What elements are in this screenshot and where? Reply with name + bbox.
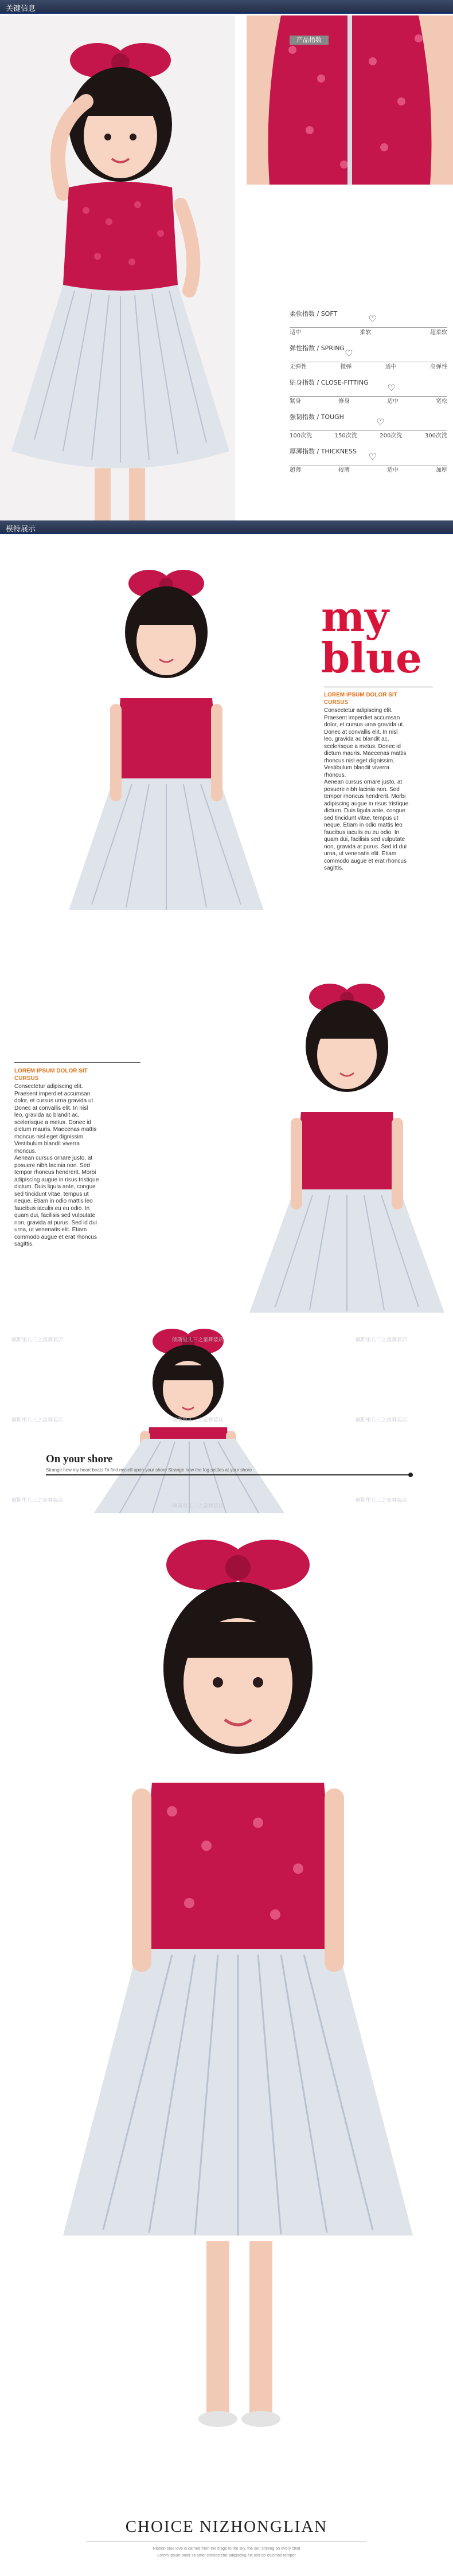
spec-options (290, 328, 447, 338)
feature1-body (324, 707, 450, 872)
body-line: Consectetur adipiscing elit. (14, 1083, 83, 1090)
body-line: sagittis. (14, 1241, 34, 1247)
spec-option: 柔软 (360, 330, 372, 336)
feature2-heading (14, 1067, 88, 1082)
watermark: 倾斯里儿三之童舞装店 (11, 1498, 64, 1504)
watermark: 倾斯里儿三之童舞装店 (356, 1337, 408, 1343)
watermark: 倾斯里儿三之童舞装店 (11, 1418, 64, 1423)
spec-title: 弹性指数 / SPRING (290, 344, 345, 352)
spec-option: 无弹性 (290, 364, 307, 370)
watermark: 倾斯里儿三之童舞装店 (356, 1418, 408, 1423)
body-line: scelerisque a metus. Donec id (14, 1119, 91, 1126)
model-photo-5 (0, 1513, 453, 2499)
shore-subtitle: Strange how my heart beats To find myself upon your shore Strange how the fog settles at your shore (46, 1467, 252, 1473)
spec-row-soft (290, 310, 447, 338)
body-line: sed tincidunt vitae, tempus ut (14, 1191, 89, 1197)
heading-line: CURSUS (324, 699, 349, 706)
body-line: non, gravida at purus. Sed id dui (14, 1219, 97, 1226)
dress-back-closeup (247, 15, 453, 185)
body-line: posuere nibh lacinia non. Sed (324, 786, 400, 793)
body-line: rhoncus. (14, 1148, 37, 1154)
body-line: Aenean cursus ornare justo, at (324, 779, 403, 785)
heart-marker-icon: ♡ (368, 315, 377, 324)
heart-marker-icon: ♡ (387, 383, 396, 393)
body-line: rhoncus. (324, 772, 346, 778)
spec-option: 适中 (290, 330, 301, 336)
spec-option: 150次洗 (334, 433, 357, 439)
body-line: tempor rhoncus hendrerit. Morbi (14, 1169, 96, 1176)
spec-option: 较薄 (338, 467, 350, 473)
body-line: adipiscing augue in risus tristique (324, 800, 409, 807)
girl-in-sequin-dress-illustration (0, 1513, 453, 2499)
body-line: leo, gravida ac blandit ac, (324, 736, 389, 742)
section-header-model-show (0, 520, 453, 534)
body-line: commodo augue et erat rhoncus (14, 1234, 97, 1240)
body-line: urna, ut venenatis elit. Etiam (14, 1227, 87, 1233)
divider (14, 1062, 140, 1063)
spec-bar (290, 349, 447, 362)
spec-option: 200次洗 (380, 433, 403, 439)
spec-title: 强韧指数 / TOUGH (290, 413, 344, 421)
girl-in-sequin-dress-illustration (155, 963, 453, 1318)
watermark: 倾斯里儿三之童舞装店 (172, 1337, 224, 1343)
watermark: 倾斯里儿三之童舞装店 (172, 1504, 224, 1509)
spec-option: 微弹 (340, 364, 352, 370)
watermark: 倾斯里儿三之童舞装店 (11, 1337, 64, 1343)
spec-option: 修身 (338, 398, 350, 405)
dress-back-illustration (247, 15, 453, 185)
spec-options (290, 465, 447, 476)
headline-line-1: my (321, 592, 389, 641)
model-photo-2 (69, 549, 275, 927)
spec-option: 适中 (385, 364, 397, 370)
section-title: 模特展示 (6, 525, 36, 534)
spec-options (290, 362, 447, 373)
spec-option: 高弹性 (429, 364, 447, 370)
spec-option: 适中 (387, 467, 399, 473)
body-line: neque. Etiam in odio mattis leo (14, 1198, 93, 1204)
body-line: quam dui, facilisis sed vulputate (14, 1212, 96, 1219)
spec-bar (290, 418, 447, 431)
body-line: Praesent imperdiet accumsan (324, 714, 400, 721)
spec-row-tough (290, 413, 447, 441)
spec-bar (290, 383, 447, 397)
body-line: dictum. Duis ligula ante, congue (324, 808, 405, 814)
spec-tag: 产品指数 (290, 36, 329, 45)
footer-subtitle: Ribbon-blue love is carried from the stage to the sky, the sun shining on every child (153, 2547, 300, 2551)
body-line: leo, gravida ac blandit ac, (14, 1112, 80, 1118)
body-line: urna, ut venenatis elit. Etiam (324, 851, 397, 857)
spec-option: 300次洗 (424, 433, 447, 439)
heart-marker-icon: ♡ (345, 349, 353, 359)
body-line: Donec at convallis elit. In nisl (14, 1105, 88, 1111)
body-line: faucibus iaculis eu eu odio. In (14, 1205, 90, 1212)
body-line: posuere nibh lacinia non. Sed (14, 1162, 90, 1169)
spec-options (290, 397, 447, 407)
model-photo-3 (155, 963, 453, 1318)
heading-line: CURSUS (14, 1075, 39, 1082)
body-line: sagittis. (324, 865, 343, 871)
shore-title: On your shore (46, 1453, 113, 1465)
spec-title: 厚薄指数 / THICKNESS (290, 448, 357, 455)
spec-option: 100次洗 (290, 433, 313, 439)
body-line: Vestibulum blandit viverra (324, 765, 389, 771)
spec-option: 加厚 (436, 467, 447, 473)
body-line: adipiscing augue in risus tristique (14, 1176, 99, 1183)
body-line: dolor, et cursus urna gravida ut. (324, 722, 405, 728)
spec-row-thickness (290, 447, 447, 476)
body-line: non, gravida at purus. Sed id dui (324, 843, 407, 850)
body-line: Praesent imperdiet accumsan (14, 1090, 91, 1097)
section-header-key-info (0, 0, 453, 14)
spec-bar (290, 315, 447, 328)
body-line: sed tincidunt vitae, tempus ut (324, 815, 399, 821)
body-line: Donec at convallis elit. In nisl (324, 729, 398, 735)
body-line: Aenean cursus ornare justo, at (14, 1155, 93, 1161)
dot-icon (408, 1473, 413, 1477)
spec-option: 紧身 (290, 398, 301, 405)
spec-title: 柔软指数 / SOFT (290, 310, 338, 318)
spec-option: 超薄 (290, 467, 301, 473)
footer-subtitle: Lorem ipsum dolor sit amet consectetur adipiscing elit sed do eiusmod tempor (157, 2554, 296, 2558)
spec-row-close-fitting (290, 378, 447, 407)
body-line: dictum mauris. Maecenas mattis (14, 1126, 97, 1133)
feature2-body (14, 1083, 152, 1248)
body-line: rhoncus nisl eget dignissim. (324, 757, 395, 764)
watermark: 倾斯里儿三之童舞装店 (172, 1418, 224, 1423)
heart-marker-icon: ♡ (368, 452, 377, 462)
spec-option: 宽松 (436, 398, 447, 405)
heading-line: LOREM IPSUM DOLOR SIT (14, 1068, 88, 1074)
spec-bar (290, 452, 447, 465)
body-line: Consectetur adipiscing elit. (324, 707, 393, 714)
spec-options (290, 431, 447, 441)
footer-title: CHOICE NIZHONGLIAN (125, 2518, 328, 2536)
spec-title: 贴身指数 / CLOSE-FITTING (290, 379, 369, 386)
body-line: dictum mauris. Maecenas mattis (324, 750, 407, 757)
girl-in-sequin-dress-illustration (69, 549, 275, 927)
spec-option: 超柔软 (430, 330, 447, 336)
section-title: 关键信息 (6, 5, 36, 13)
girl-in-sequin-dress-illustration (0, 15, 235, 523)
body-line: rhoncus nisl eget dignissim. (14, 1133, 85, 1140)
body-line: scelerisque a metus. Donec id (324, 743, 401, 750)
body-line: tempor rhoncus hendrerit. Morbi (324, 793, 406, 800)
heart-marker-icon: ♡ (376, 418, 385, 428)
body-line: Vestibulum blandit viverra (14, 1141, 80, 1147)
body-line: neque. Etiam in odio mattis leo (324, 822, 403, 828)
body-line: faucibus iaculis eu eu odio. In (324, 829, 400, 836)
watermark: 倾斯里儿三之童舞装店 (356, 1498, 408, 1504)
model-photo-front (0, 15, 235, 523)
spec-row-spring (290, 344, 447, 373)
body-line: dictum. Duis ligula ante, congue (14, 1184, 96, 1190)
shore-divider (46, 1474, 413, 1475)
headline-line-2: blue (321, 633, 422, 682)
spec-option: 适中 (387, 398, 399, 405)
body-line: commodo augue et erat rhoncus (324, 858, 407, 864)
heading-line: LOREM IPSUM DOLOR SIT (324, 692, 397, 698)
brand-headline (321, 592, 453, 682)
feature1-heading (324, 691, 397, 706)
body-line: dolor, et cursus urna gravida ut. (14, 1098, 95, 1104)
body-line: quam dui, facilisis sed vulputate (324, 836, 405, 843)
